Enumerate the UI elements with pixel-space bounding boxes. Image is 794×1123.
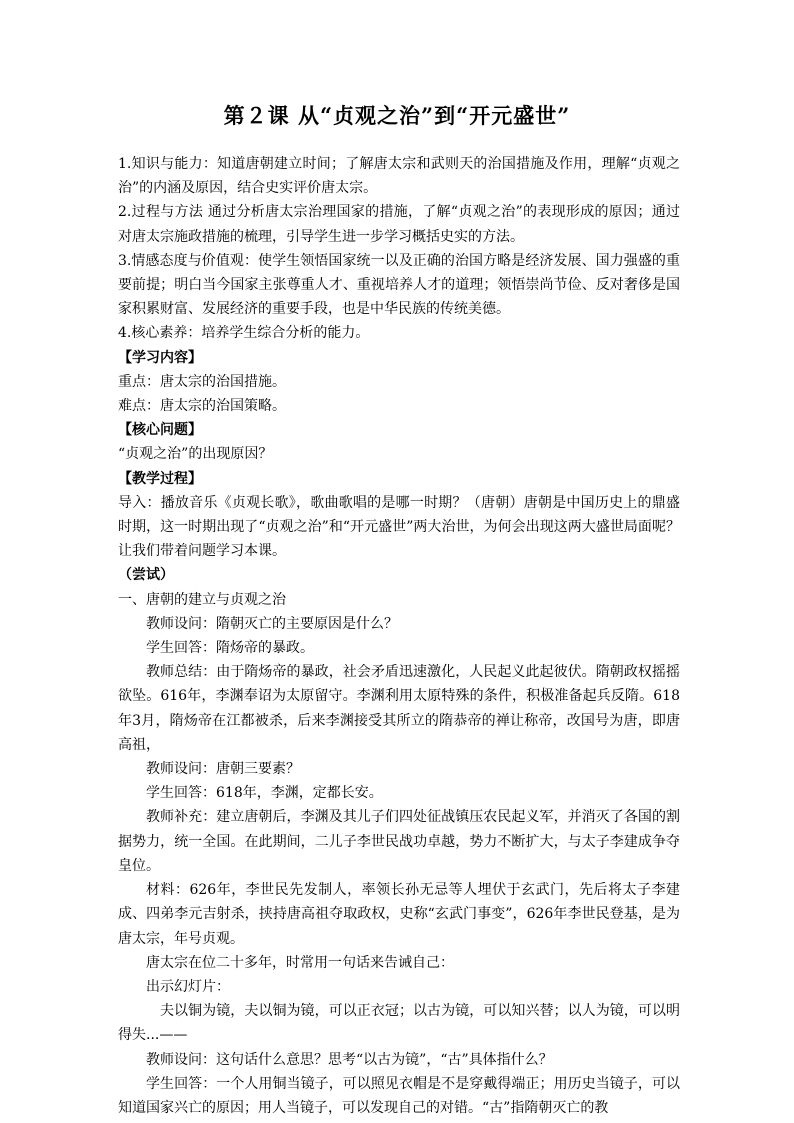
teacher-supplement: 教师补充：建立唐朝后，李渊及其儿子们四处征战镇压农民起义军，并消灭了各国的割据势力，统一全国。在此期间，二儿子李世民战功卓越，势力不断扩大，与太子李建成争夺皇位。 <box>118 809 680 874</box>
core-question: “贞观之治”的出现原因？ <box>118 446 273 463</box>
section-heading-process: 【教学过程】 <box>118 470 202 487</box>
key-point: 重点：唐太宗的治国措施。 <box>118 373 286 390</box>
difficult-point: 难点：唐太宗的治国策略。 <box>118 398 286 415</box>
teacher-question-1: 教师设问：隋朝灭亡的主要原因是什么？ <box>146 615 398 632</box>
slide-label: 出示幻灯片： <box>146 978 230 995</box>
student-answer-2: 学生回答：618年，李渊，定都长安。 <box>146 785 383 802</box>
teacher-summary: 教师总结：由于隋炀帝的暴政，社会矛盾迅速激化，人民起义此起彼伏。隋朝政权摇摇欲坠。616年，李渊奉诏为太原留守。李渊利用太原特殊的条件，积极准备起兵反隋。618年3月，隋炀帝在江都被杀，后来李渊接受其所立的隋恭帝的禅让称帝，改国号为唐，即唐高祖， <box>118 664 680 753</box>
goal-knowledge: 1.知识与能力：知道唐朝建立时间；了解唐太宗和武则天的治国措施及作用，理解“贞观之治”的内涵及原因，结合史实评价唐太宗。 <box>118 156 680 197</box>
quote-text: 夫以铜为镜，夫以铜为镜，可以正衣冠；以古为镜，可以知兴替；以人为镜，可以明得失...—— <box>118 1003 680 1044</box>
goal-literacy: 4.核心素养：培养学生综合分析的能力。 <box>118 325 370 342</box>
lesson-body <box>118 152 680 1120</box>
subsection-heading: 一、唐朝的建立与贞观之治 <box>118 591 286 608</box>
student-answer-3: 学生回答：一个人用铜当镜子，可以照见衣帽是不是穿戴得端正；用历史当镜子，可以知道国家兴亡的原因；用人当镜子，可以发现自己的对错。“古”指隋朝灭亡的教 <box>118 1075 680 1116</box>
narrative-text: 唐太宗在位二十多年，时常用一句话来告诫自己： <box>146 954 454 971</box>
attempt-label: （尝试） <box>118 567 174 584</box>
goal-values: 3.情感态度与价值观：使学生领悟国家统一以及正确的治国方略是经济发展、国力强盛的重要前提；明白当今国家主张尊重人才、重视培养人才的道理；领悟崇尚节俭、反对奢侈是国家积累财富、发展经济的重要手段，也是中华民族的传统美德。 <box>118 252 680 318</box>
student-answer-1: 学生回答：隋炀帝的暴政。 <box>146 640 314 657</box>
goal-process: 2.过程与方法 通过分析唐太宗治理国家的措施，了解“贞观之治”的表现形成的原因；通过对唐太宗施政措施的梳理，引导学生进一步学习概括史实的方法。 <box>118 204 680 245</box>
teacher-question-3: 教师设问：这句话什么意思？思考“以古为镜”，“古”具体指什么？ <box>146 1051 553 1068</box>
lesson-title: 第２课 从“贞观之治”到“开元盛世” <box>223 103 571 128</box>
introduction: 导入：播放音乐《贞观长歌》，歌曲歌唱的是哪一时期？（唐朝）唐朝是中国历史上的鼎盛时期，这一时期出现了“贞观之治”和“开元盛世”两大治世，为何会出现这两大盛世局面呢？让我们带着问题学习本课。 <box>118 494 680 560</box>
material-text: 材料：626年，李世民先发制人，率领长孙无忌等人埋伏于玄武门，先后将太子李建成、四弟李元吉射杀，挟持唐高祖夺取政权，史称“玄武门事变”，626年李世民登基，是为唐太宗，年号贞观。 <box>118 882 680 947</box>
section-heading-core-question: 【核心问题】 <box>118 422 202 439</box>
teacher-question-2: 教师设问：唐朝三要素？ <box>146 761 300 778</box>
section-heading-content: 【学习内容】 <box>118 349 202 366</box>
